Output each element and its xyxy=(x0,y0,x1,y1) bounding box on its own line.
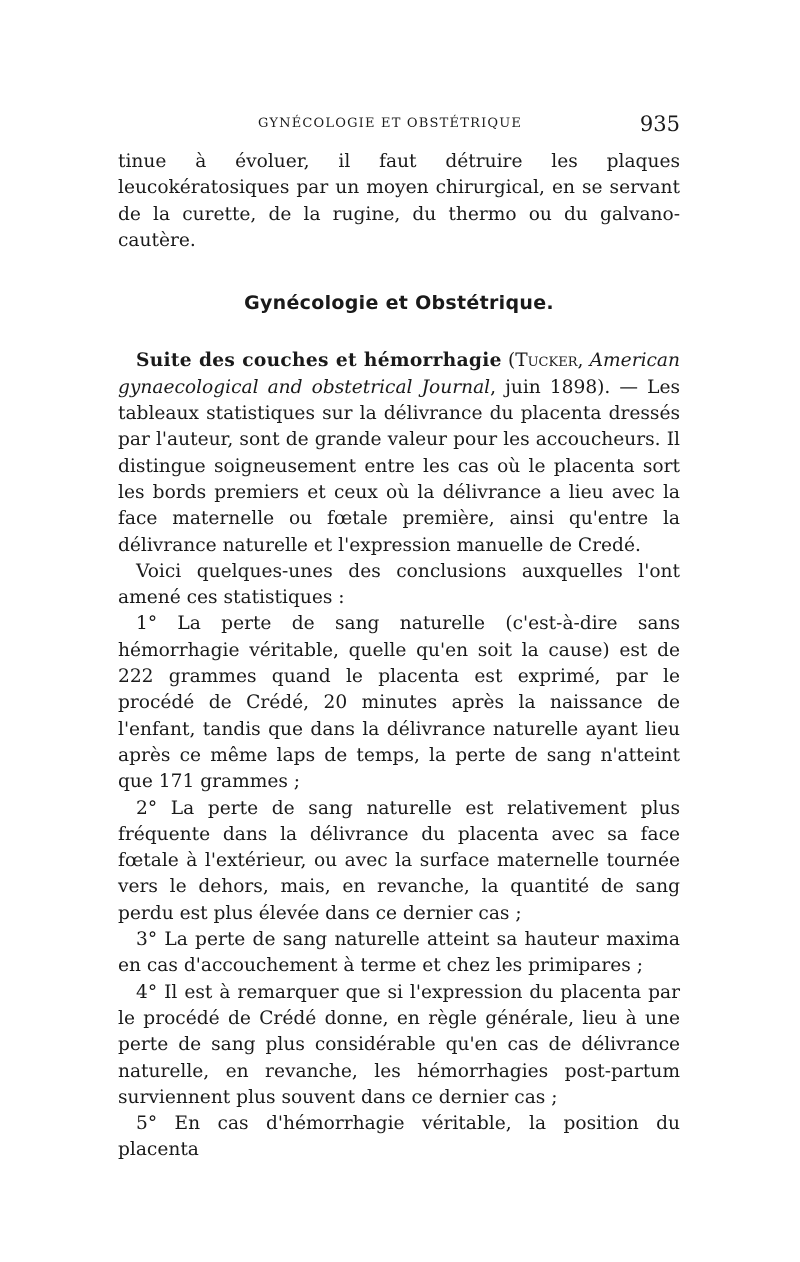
article-text: Les tableaux statistiques sur la délivrance du placenta dressés par l'auteur, sont de grande valeur pour les accoucheurs. Il distingue soigneusement entre les cas où le placenta sort les bords premiers et ceux où la délivrance a lieu avec la face maternelle ou fœtale première, ainsi qu'entre la délivrance naturelle et l'expression manuelle de Credé. xyxy=(118,376,680,556)
body-text xyxy=(118,149,680,1164)
article-date: , juin 1898). — xyxy=(490,376,648,398)
page-number: 935 xyxy=(639,112,680,136)
running-head xyxy=(118,112,680,138)
conclusion-1: 1° La perte de sang naturelle (c'est-à-dire sans hémorrhagie véritable, quelle qu'en soit la cause) est de 222 grammes quand le placenta est exprimé, par le procédé de Crédé, 20 minutes après la naissance de l'enfant, tandis que dans la délivrance naturelle ayant lieu après ce même laps de temps, la perte de sang n'atteint que 171 grammes ; xyxy=(118,613,680,793)
article-paragraph xyxy=(118,348,680,558)
intro-paragraph: Voici quelques-unes des conclusions auxquelles l'ont amené ces statistiques : xyxy=(118,560,680,609)
article-author: Tucker xyxy=(515,350,578,372)
conclusion-2: 2° La perte de sang naturelle est relativement plus fréquente dans la délivrance du placenta avec sa face fœtale à l'extérieur, ou avec la surface maternelle tournée vers le dehors, mais, en revanche, la quantité de sang perdu est plus élevée dans ce dernier cas ; xyxy=(118,797,680,924)
conclusion-4: 4° Il est à remarquer que si l'expression du placenta par le procédé de Crédé donne, en règle générale, lieu à une perte de sang plus considérable qu'en cas de délivrance naturelle, en revanche, les hémorrhagies post-partum surviennent plus souvent dans ce dernier cas ; xyxy=(118,981,680,1108)
journal-title: American gynaecological and obstetrical Journal xyxy=(118,350,680,398)
conclusion-3: 3° La perte de sang naturelle atteint sa hauteur maxima en cas d'accouchement à terme et chez les primipares ; xyxy=(118,929,680,977)
comma: , xyxy=(577,350,590,372)
section-heading: Gynécologie et Obstétrique. xyxy=(244,292,554,315)
running-title: GYNÉCOLOGIE ET OBSTÉTRIQUE xyxy=(258,116,523,131)
open-paren: ( xyxy=(507,350,516,372)
continuation-paragraph: tinue à évoluer, il faut détruire les plaques leucokératosiques par un moyen chirurgical, en se servant de la curette, de la rugine, du thermo ou du galvano-cautère. xyxy=(118,151,680,251)
conclusion-5: 5° En cas d'hémorrhagie véritable, la position du placenta xyxy=(118,1113,680,1161)
article-lead: Suite des couches et hémorrhagie xyxy=(136,350,502,372)
